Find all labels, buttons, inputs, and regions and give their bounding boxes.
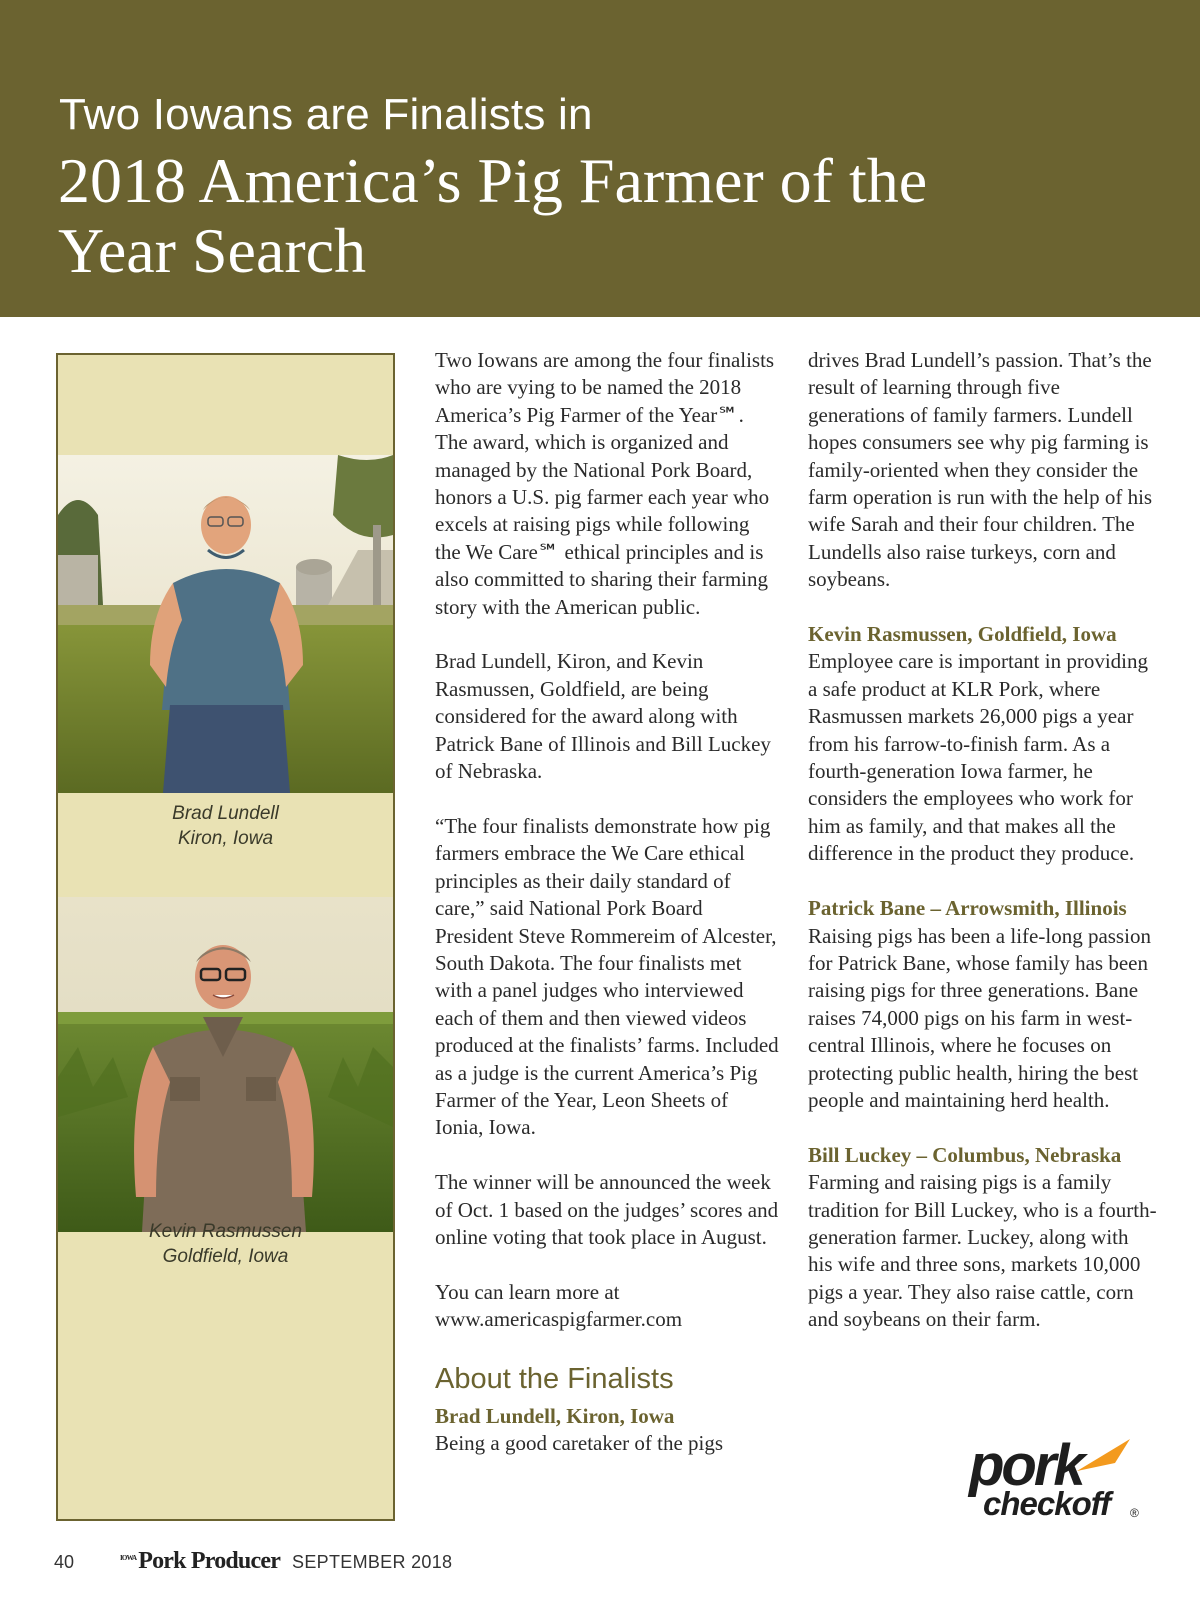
caption-place: Kiron, Iowa: [177, 828, 274, 849]
finalist-text: Raising pigs has been a life-long passion for Patrick Bane, whose family has been raising pigs for three generations. Bane raises 74,000 pigs on his farm in west-central Illinois, where he focuses on protecting public health, hiring the best people and maintaining herd health.: [808, 923, 1151, 1112]
finalist-text: Being a good caretaker of the pigs: [435, 1430, 724, 1455]
caption-brad-lundell: [58, 801, 393, 851]
caption-kevin-rasmussen: [58, 1219, 393, 1269]
page-title: 2018 America’s Pig Farmer of the Year Search: [58, 145, 928, 286]
publication-name: [120, 1548, 280, 1575]
article-column-2: [808, 347, 1158, 1334]
photo-sidebar: [56, 353, 395, 1521]
intro-paragraph: Two Iowans are among the four finalists who are vying to be named the 2018 America’s Pig Farmer of the Year℠. The award, which is organized and managed by the National Pork Board, honors a U.S. pig farmer each year who excels at raising pigs while following the We Care℠ ethical principles and is also committed to sharing their farming story with the American public.: [435, 348, 775, 619]
finalist-text: Farming and raising pigs is a family tradition for Bill Luckey, who is a fourth-generation farmer. Luckey, along with his wife and three sons, markets 10,000 pigs a year. They also raise cattle, corn and soybeans on their farm.: [808, 1170, 1157, 1332]
finalist-name: Patrick Bane – Arrowsmith, Illinois: [808, 896, 1127, 921]
caption-name: Brad Lundell: [172, 803, 279, 824]
finalist-name: Bill Luckey – Columbus, Nebraska: [808, 1142, 1122, 1167]
photo-kevin-rasmussen: [58, 897, 393, 1232]
publication-prefix: IOWA: [120, 1554, 137, 1562]
website-paragraph: You can learn more at www.americaspigfarmer.com: [435, 1279, 683, 1332]
finalist-name: Brad Lundell, Kiron, Iowa: [435, 1403, 675, 1428]
logo-word-checkoff: checkoff: [983, 1485, 1111, 1522]
logo-word-pork: pork: [969, 1433, 1083, 1498]
title-banner: [0, 0, 1200, 317]
logo-swoosh: [1077, 1439, 1130, 1471]
pork-checkoff-logo: [965, 1433, 1147, 1523]
finalist-text: Employee care is important in providing a safe product at KLR Pork, where Rasmussen markets 26,000 pigs a year from his farrow-to-finish farm. As a fourth-generation Iowa farmer, he considers the employees who work for him as family, and that makes all the difference in the product they produce.: [808, 649, 1148, 866]
quote-paragraph: “The four finalists demonstrate how pig farmers embrace the We Care ethical principles as their daily standard of care,” said National Pork Board President Steve Rommereim of Alcester, South Dakota. The four finalists met with a panel judges who interviewed each of them and then viewed videos produced at the finalists’ farms. Included as a judge is the current America’s Pig Farmer of the Year, Leon Sheets of Ionia, Iowa.: [435, 813, 779, 1140]
page-footer: [54, 1548, 452, 1574]
section-heading: About the Finalists: [435, 1362, 674, 1395]
publication-title: Pork Producer: [138, 1548, 281, 1574]
body-paragraph: Brad Lundell, Kiron, and Kevin Rasmussen, Goldfield, are being considered for the award along with Patrick Bane of Illinois and Bill Luckey of Nebraska.: [435, 649, 771, 784]
article-column-1: [435, 347, 780, 1457]
issue-date: SEPTEMBER 2018: [292, 1552, 453, 1572]
body-paragraph: The winner will be announced the week of Oct. 1 based on the judges’ scores and online voting that took place in August.: [435, 1170, 779, 1249]
caption-name: Kevin Rasmussen: [148, 1221, 303, 1242]
finalist-name: Kevin Rasmussen, Goldfield, Iowa: [808, 622, 1117, 647]
registered-mark: ®: [1130, 1506, 1139, 1520]
finalist-text: drives Brad Lundell’s passion. That’s the result of learning through five generations of family farmers. Lundell hopes consumers see why pig farming is family-oriented when they consider the farm operation is run with the help of his wife Sarah and their four children. The Lundells also raise turkeys, corn and soybeans.: [808, 348, 1153, 592]
page-number: 40: [54, 1552, 75, 1572]
headline-kicker: Two Iowans are Finalists in: [59, 90, 593, 139]
photo-brad-lundell: [58, 455, 393, 793]
caption-place: Goldfield, Iowa: [162, 1246, 289, 1267]
